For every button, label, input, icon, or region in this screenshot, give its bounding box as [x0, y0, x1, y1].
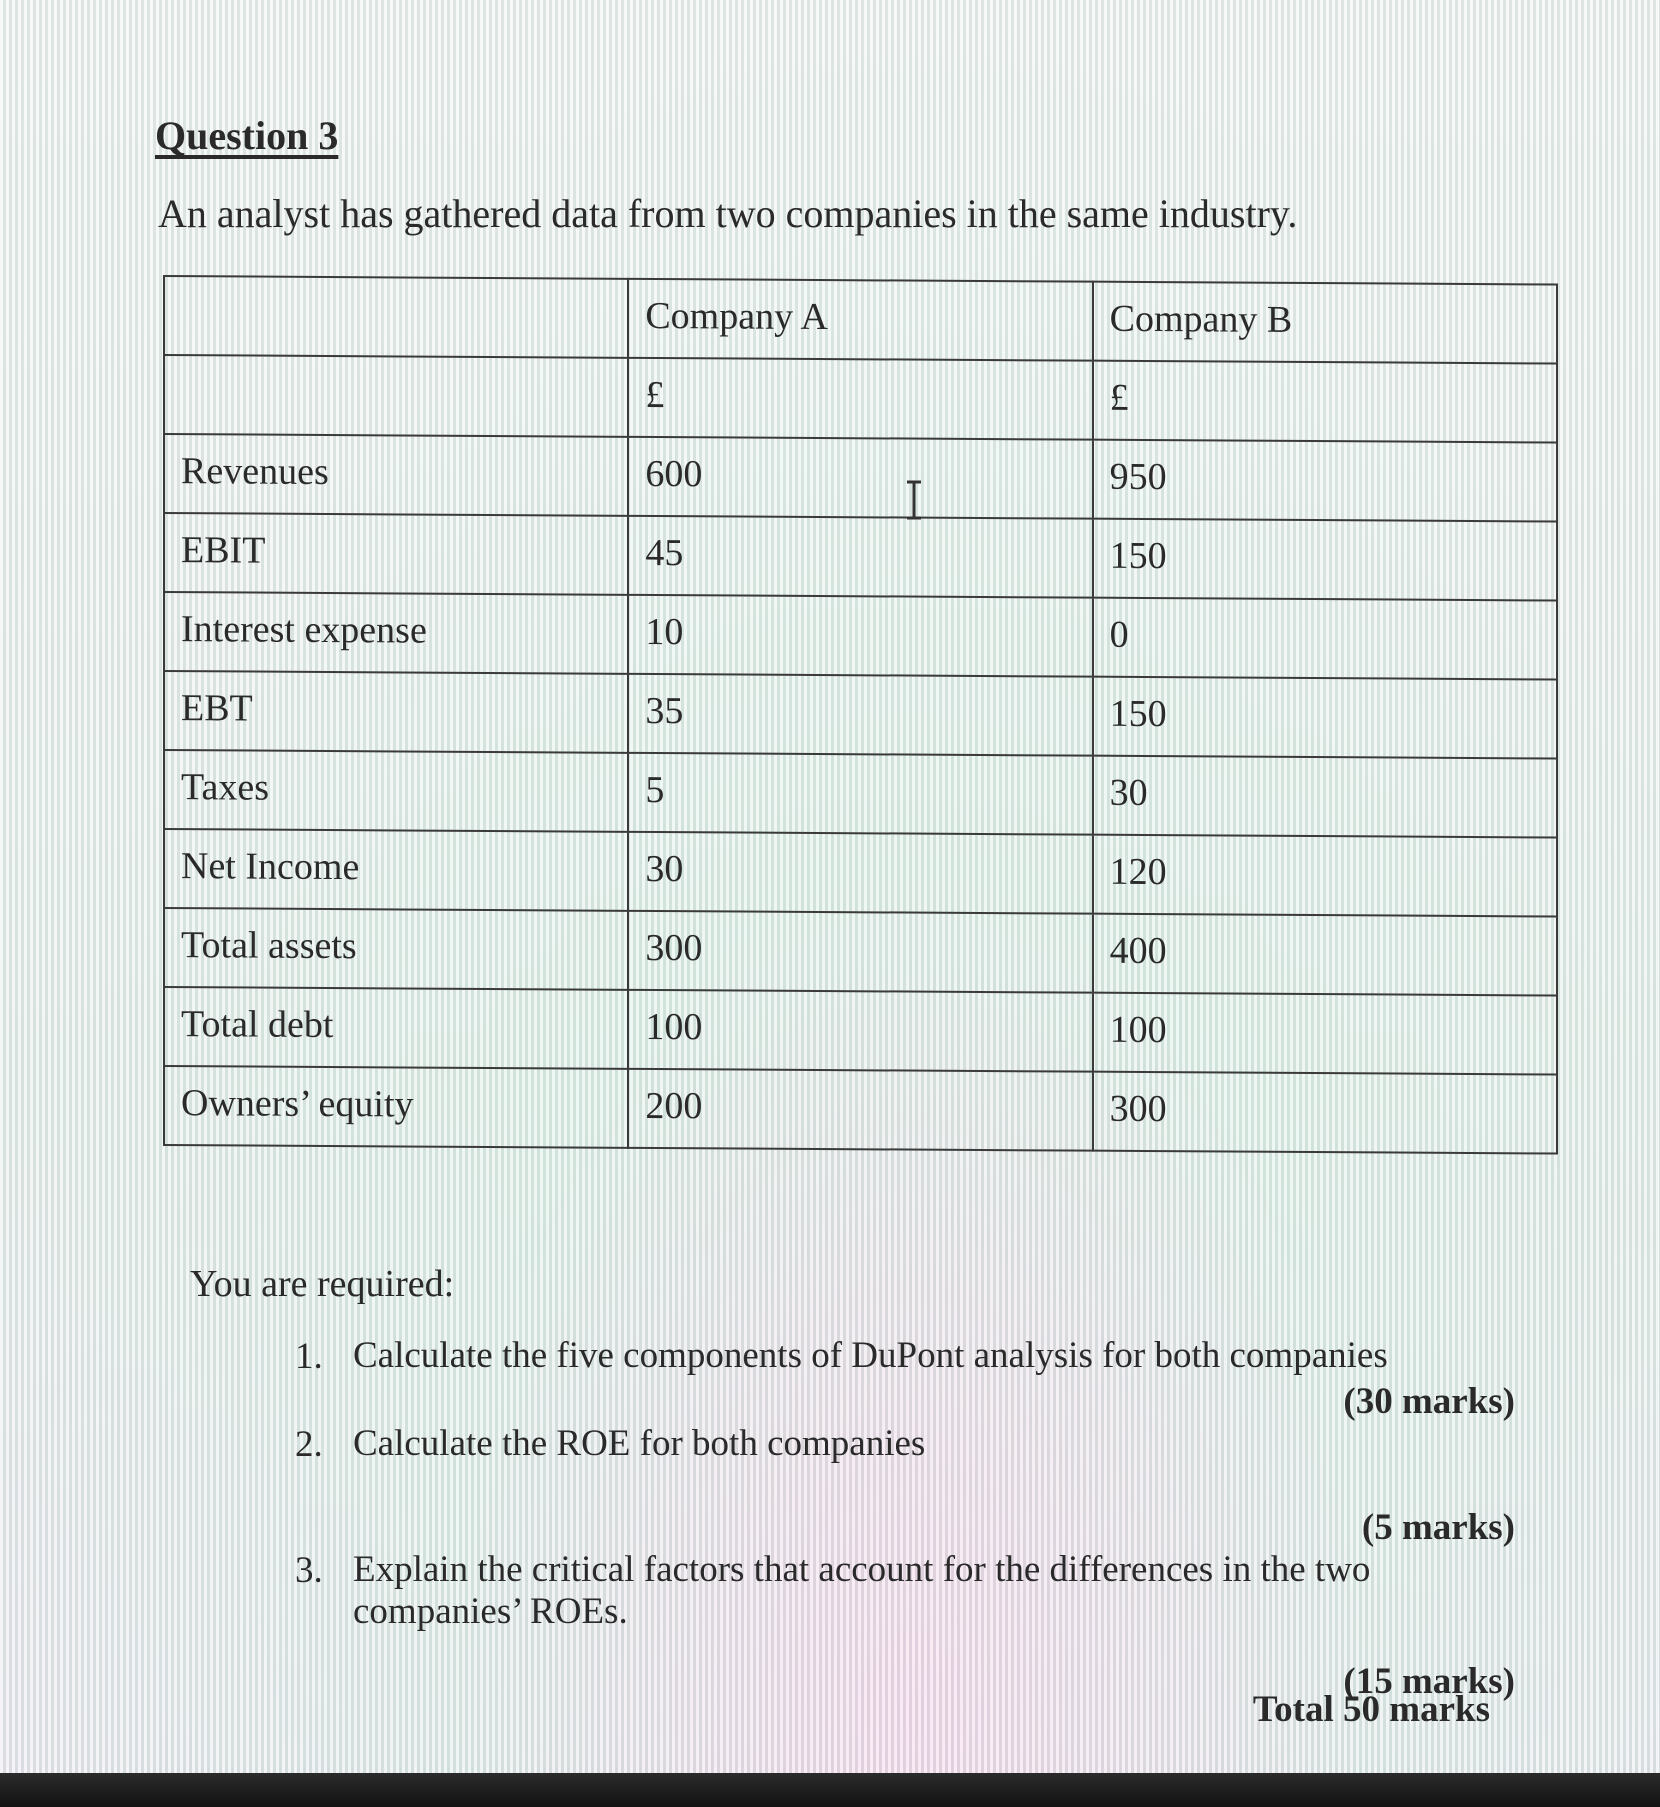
table-row [164, 592, 1557, 680]
header-cell-company-b: Company B [1093, 282, 1557, 364]
value-company-a: 200 [628, 1069, 1092, 1151]
item-number: 3. [295, 1550, 323, 1591]
table-row [164, 513, 1557, 601]
value-company-b: 300 [1093, 1072, 1557, 1154]
currency-cell-company-b: £ [1093, 361, 1557, 443]
row-label: Interest expense [164, 592, 628, 674]
table-row [164, 750, 1557, 838]
screen-bezel [0, 1773, 1660, 1807]
value-company-b: 150 [1093, 677, 1557, 759]
value-company-b: 150 [1093, 519, 1557, 601]
item-number: 2. [295, 1424, 323, 1465]
header-cell-company-a: Company A [628, 279, 1092, 361]
row-label: EBIT [164, 513, 628, 595]
value-company-b: 950 [1093, 440, 1557, 522]
value-company-a: 100 [628, 990, 1092, 1072]
row-label: Owners’ equity [164, 1066, 628, 1148]
value-company-b: 30 [1093, 756, 1557, 838]
currency-row [164, 355, 1557, 443]
list-item [295, 1423, 1515, 1549]
value-company-a: 35 [628, 674, 1092, 756]
currency-cell-company-a: £ [628, 358, 1092, 440]
financial-data-table [163, 275, 1558, 1155]
row-label: Taxes [164, 750, 628, 832]
value-company-a: 300 [628, 911, 1092, 993]
item-marks: (5 marks) [1361, 1507, 1515, 1548]
table-row [164, 1066, 1557, 1154]
list-item [295, 1549, 1515, 1703]
value-company-a: 45 [628, 516, 1092, 598]
item-text: Explain the critical factors that account for the differences in the two companies’ ROEs. [353, 1549, 1371, 1632]
table-row [164, 671, 1557, 759]
intro-text: An analyst has gathered data from two companies in the same industry. [158, 191, 1298, 236]
table-row [164, 908, 1557, 996]
total-marks: Total 50 marks [1252, 1689, 1490, 1730]
value-company-a: 600 [628, 437, 1092, 519]
item-text: Calculate the five components of DuPont analysis for both companies [353, 1335, 1388, 1376]
value-company-b: 120 [1093, 835, 1557, 917]
row-label: Net Income [164, 829, 628, 911]
requirements-intro: You are required: [190, 1263, 455, 1305]
text-cursor-icon [904, 480, 924, 520]
item-text: Calculate the ROE for both companies [353, 1423, 926, 1464]
value-company-a: 10 [628, 595, 1092, 677]
row-label: Total assets [164, 908, 628, 990]
requirements-list [295, 1335, 1515, 1703]
table-header-row [164, 276, 1557, 364]
value-company-b: 100 [1093, 993, 1557, 1075]
row-label: Total debt [164, 987, 628, 1069]
row-label: Revenues [164, 434, 628, 516]
item-number: 1. [295, 1336, 323, 1377]
table-row [164, 434, 1557, 522]
value-company-a: 30 [628, 832, 1092, 914]
value-company-b: 0 [1093, 598, 1557, 680]
item-marks: (30 marks) [1343, 1381, 1515, 1422]
row-label: EBT [164, 671, 628, 753]
value-company-b: 400 [1093, 914, 1557, 996]
table-row [164, 987, 1557, 1075]
header-cell [164, 276, 628, 358]
question-title: Question 3 [155, 113, 339, 158]
value-company-a: 5 [628, 753, 1092, 835]
currency-cell [164, 355, 628, 437]
table-row [164, 829, 1557, 917]
item-marks: (15 marks) [1343, 1661, 1515, 1702]
list-item [295, 1335, 1515, 1423]
